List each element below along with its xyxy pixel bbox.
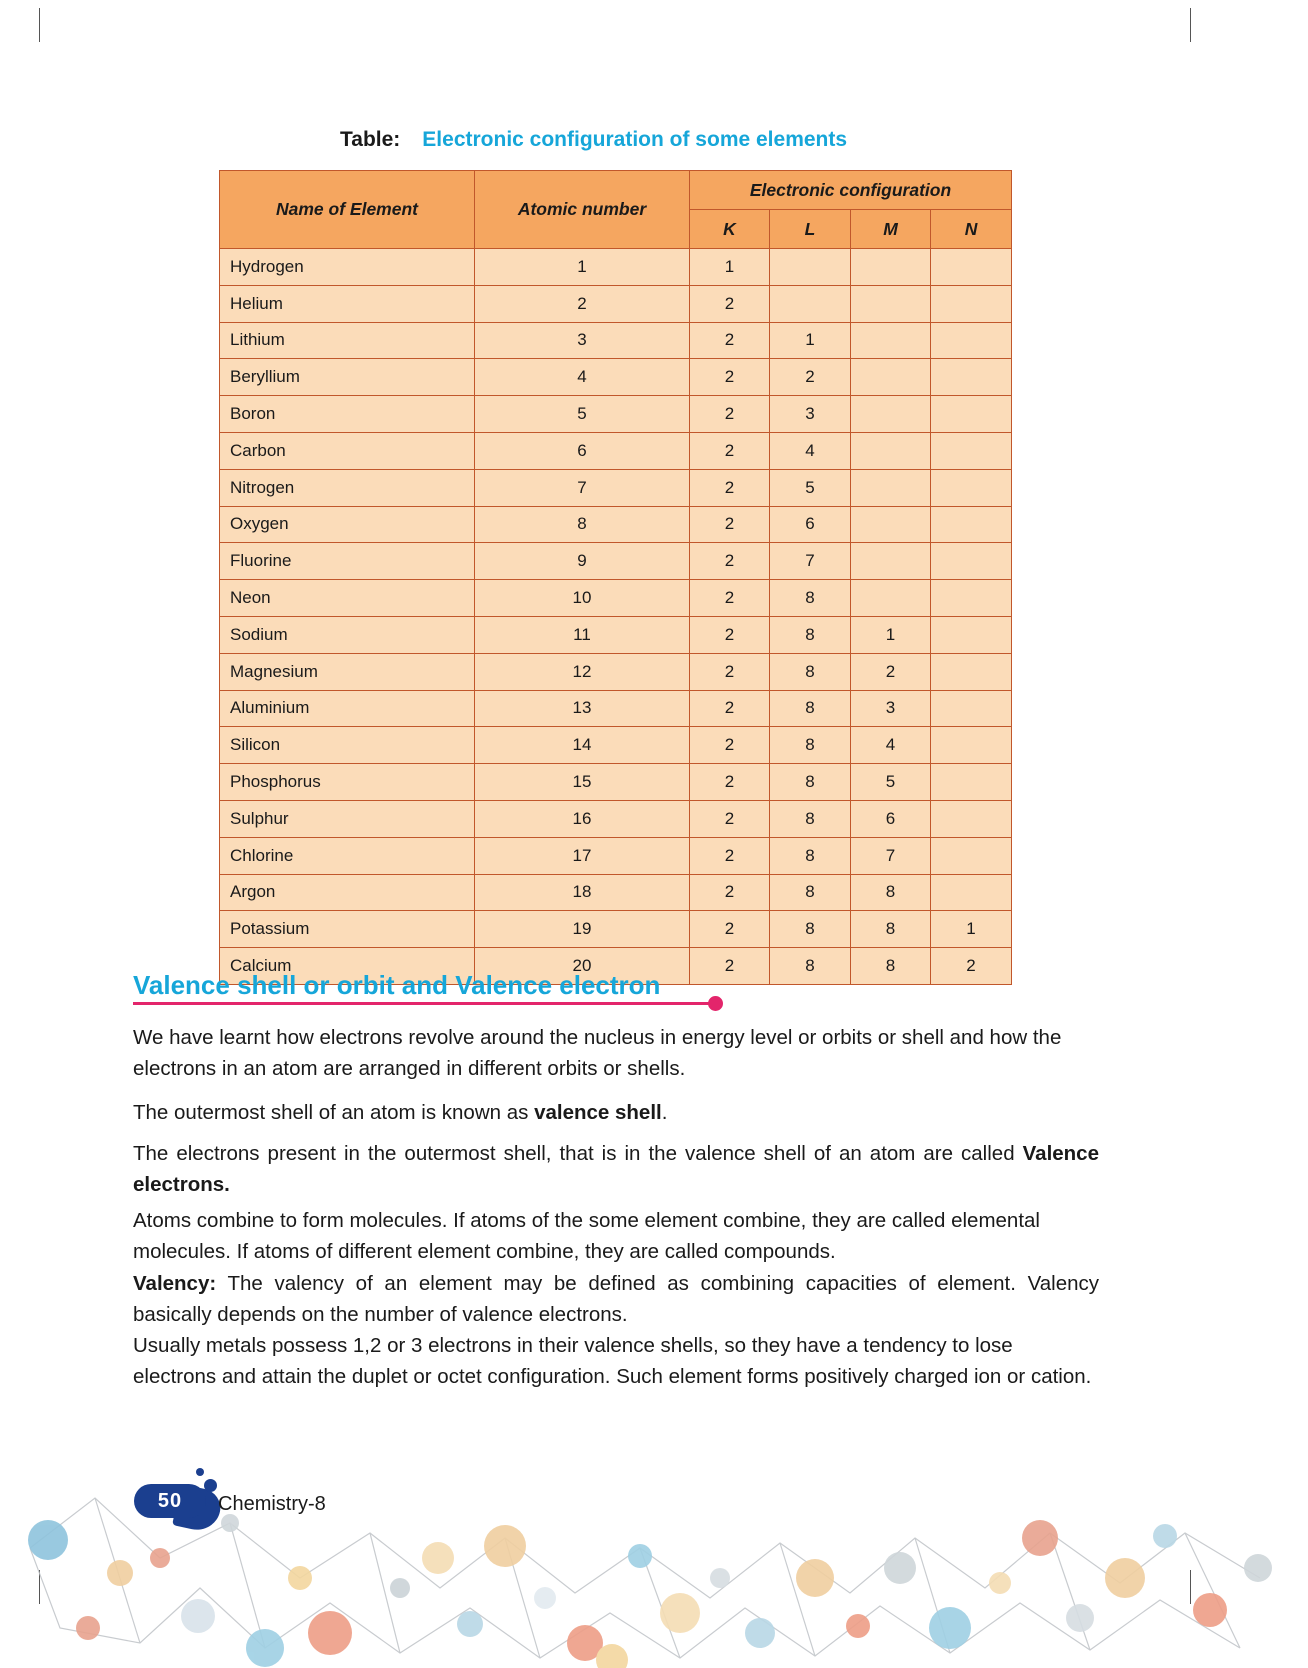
p3-text-before: The electrons present in the outermost shell, that is in the valence shell of an atom are called — [133, 1142, 1023, 1165]
table-row — [220, 469, 1012, 506]
table-caption-title: Electronic configuration of some elements — [422, 128, 848, 151]
header-atomic-number: Atomic number — [475, 171, 690, 249]
cell-shell-k: 2 — [690, 322, 770, 359]
cell-shell-l: 6 — [770, 506, 851, 543]
table-row — [220, 285, 1012, 322]
table-row — [220, 690, 1012, 727]
cell-shell-l: 5 — [770, 469, 851, 506]
table-row — [220, 616, 1012, 653]
cell-atomic-number: 13 — [475, 690, 690, 727]
header-shell-m: M — [851, 210, 931, 249]
heading-underline — [133, 1002, 713, 1005]
cell-shell-l: 4 — [770, 432, 851, 469]
paragraph-valency — [133, 1268, 1099, 1330]
p5-term-bold: Valency: — [133, 1272, 217, 1295]
p3-term-bold: Valence electrons. — [133, 1142, 1099, 1196]
cell-shell-l: 2 — [770, 359, 851, 396]
p5-text-after: The valency of an element may be defined as combining capacities of element. Valency basically depends on the number of valence electrons. — [133, 1272, 1099, 1326]
cell-shell-m — [851, 285, 931, 322]
table-body — [220, 249, 1012, 985]
cell-shell-l: 8 — [770, 616, 851, 653]
footer-decoration — [0, 1428, 1308, 1668]
cell-shell-n — [931, 653, 1012, 690]
cell-shell-n — [931, 396, 1012, 433]
cell-atomic-number: 18 — [475, 874, 690, 911]
cell-shell-k: 2 — [690, 396, 770, 433]
cell-element-name: Sulphur — [220, 800, 475, 837]
cell-shell-m — [851, 396, 931, 433]
header-shell-n: N — [931, 210, 1012, 249]
table-head — [220, 171, 1012, 249]
cell-atomic-number: 1 — [475, 249, 690, 286]
cell-shell-n — [931, 506, 1012, 543]
cell-shell-n — [931, 800, 1012, 837]
cell-shell-l: 8 — [770, 874, 851, 911]
cell-shell-m — [851, 249, 931, 286]
cell-shell-n — [931, 874, 1012, 911]
heading-bullet-dot — [708, 996, 723, 1011]
paragraph-metals: Usually metals possess 1,2 or 3 electrons in their valence shells, so they have a tendency to lose electrons and attain the duplet or octet configuration. Such element forms positively charged ion or cation. — [133, 1334, 1092, 1388]
cell-element-name: Beryllium — [220, 359, 475, 396]
cell-shell-k: 2 — [690, 616, 770, 653]
cell-element-name: Silicon — [220, 727, 475, 764]
table-row — [220, 543, 1012, 580]
cell-atomic-number: 8 — [475, 506, 690, 543]
header-shell-k: K — [690, 210, 770, 249]
cell-shell-k: 1 — [690, 249, 770, 286]
cell-shell-m: 8 — [851, 874, 931, 911]
cell-shell-n — [931, 359, 1012, 396]
cell-element-name: Sodium — [220, 616, 475, 653]
cell-shell-n — [931, 285, 1012, 322]
cell-shell-l: 8 — [770, 911, 851, 948]
cell-shell-m: 1 — [851, 616, 931, 653]
cell-element-name: Hydrogen — [220, 249, 475, 286]
cell-shell-m: 2 — [851, 653, 931, 690]
cell-shell-k: 2 — [690, 469, 770, 506]
cell-shell-l: 8 — [770, 764, 851, 801]
section-heading: Valence shell or orbit and Valence electron — [133, 970, 661, 1000]
page-badge-dot-large — [204, 1479, 217, 1492]
header-shell-l: L — [770, 210, 851, 249]
cell-shell-k: 2 — [690, 506, 770, 543]
cell-shell-l: 3 — [770, 396, 851, 433]
table-row — [220, 727, 1012, 764]
cell-shell-m: 4 — [851, 727, 931, 764]
cell-shell-m: 5 — [851, 764, 931, 801]
cell-shell-k: 2 — [690, 653, 770, 690]
cell-element-name: Helium — [220, 285, 475, 322]
cell-atomic-number: 10 — [475, 580, 690, 617]
cell-shell-k: 2 — [690, 764, 770, 801]
cell-element-name: Lithium — [220, 322, 475, 359]
cell-shell-l: 7 — [770, 543, 851, 580]
cell-atomic-number: 7 — [475, 469, 690, 506]
cell-shell-l: 8 — [770, 948, 851, 985]
cell-shell-m — [851, 322, 931, 359]
cell-element-name: Oxygen — [220, 506, 475, 543]
cell-shell-k: 2 — [690, 690, 770, 727]
page-number-badge — [134, 1484, 206, 1518]
cell-shell-k: 2 — [690, 359, 770, 396]
cell-shell-m — [851, 432, 931, 469]
cell-shell-m — [851, 359, 931, 396]
cell-element-name: Neon — [220, 580, 475, 617]
cell-shell-m: 8 — [851, 948, 931, 985]
cell-shell-l: 8 — [770, 653, 851, 690]
table-row — [220, 580, 1012, 617]
cell-atomic-number: 2 — [475, 285, 690, 322]
cell-shell-m: 3 — [851, 690, 931, 727]
cell-shell-l: 1 — [770, 322, 851, 359]
cell-shell-n — [931, 690, 1012, 727]
cell-element-name: Chlorine — [220, 837, 475, 874]
table-row — [220, 396, 1012, 433]
p2-text-after: . — [661, 1101, 668, 1124]
page-badge-dot-small — [196, 1468, 204, 1476]
cell-atomic-number: 17 — [475, 837, 690, 874]
cell-shell-n — [931, 837, 1012, 874]
table-row — [220, 432, 1012, 469]
cell-element-name: Nitrogen — [220, 469, 475, 506]
subject-label: Chemistry-8 — [218, 1493, 326, 1515]
cell-shell-l: 8 — [770, 727, 851, 764]
cell-shell-l — [770, 285, 851, 322]
cell-shell-n — [931, 616, 1012, 653]
table-row — [220, 911, 1012, 948]
cell-atomic-number: 12 — [475, 653, 690, 690]
cell-element-name: Magnesium — [220, 653, 475, 690]
cell-shell-n — [931, 580, 1012, 617]
cell-shell-k: 2 — [690, 543, 770, 580]
cell-shell-n — [931, 764, 1012, 801]
cell-atomic-number: 19 — [475, 911, 690, 948]
table-row — [220, 249, 1012, 286]
cell-shell-k: 2 — [690, 911, 770, 948]
table-row — [220, 874, 1012, 911]
paragraph-valence-electrons — [133, 1138, 1099, 1200]
cell-shell-m — [851, 580, 931, 617]
cell-shell-l: 8 — [770, 690, 851, 727]
cell-atomic-number: 4 — [475, 359, 690, 396]
cell-shell-n — [931, 432, 1012, 469]
p2-term-bold: valence shell — [534, 1101, 662, 1124]
cell-atomic-number: 3 — [475, 322, 690, 359]
cell-atomic-number: 14 — [475, 727, 690, 764]
table-caption-label: Table: — [340, 128, 401, 151]
paragraph-intro: We have learnt how electrons revolve around the nucleus in energy level or orbits or shell and how the electrons in an atom are arranged in different orbits or shells. — [133, 1026, 1062, 1080]
cell-shell-n — [931, 727, 1012, 764]
cell-atomic-number: 6 — [475, 432, 690, 469]
cell-element-name: Potassium — [220, 911, 475, 948]
table-row — [220, 506, 1012, 543]
cell-atomic-number: 11 — [475, 616, 690, 653]
table-row — [220, 764, 1012, 801]
table-header-row-1 — [220, 171, 1012, 210]
table-row — [220, 800, 1012, 837]
cell-shell-m — [851, 469, 931, 506]
cell-shell-n: 1 — [931, 911, 1012, 948]
cell-element-name: Calcium — [220, 948, 475, 985]
table-row — [220, 837, 1012, 874]
cell-element-name: Aluminium — [220, 690, 475, 727]
paragraph-molecules: Atoms combine to form molecules. If atoms of the some element combine, they are called elemental molecules. If atoms of different element combine, they are called compounds. — [133, 1209, 1040, 1263]
cell-atomic-number: 5 — [475, 396, 690, 433]
cell-shell-n — [931, 249, 1012, 286]
table-row — [220, 359, 1012, 396]
table-row — [220, 322, 1012, 359]
cell-shell-l: 8 — [770, 837, 851, 874]
cell-shell-k: 2 — [690, 285, 770, 322]
cell-shell-l: 8 — [770, 800, 851, 837]
cell-shell-n — [931, 543, 1012, 580]
cell-atomic-number: 16 — [475, 800, 690, 837]
cell-shell-k: 2 — [690, 432, 770, 469]
cell-shell-k: 2 — [690, 800, 770, 837]
table-row — [220, 653, 1012, 690]
p2-text-before: The outermost shell of an atom is known as — [133, 1101, 535, 1124]
table-caption — [340, 128, 847, 152]
cell-atomic-number: 15 — [475, 764, 690, 801]
cell-shell-l: 8 — [770, 580, 851, 617]
cell-shell-l — [770, 249, 851, 286]
molecule-pattern-graphic — [0, 1428, 1308, 1668]
cell-shell-k: 2 — [690, 580, 770, 617]
header-name-of-element: Name of Element — [220, 171, 475, 249]
cell-shell-k: 2 — [690, 948, 770, 985]
cell-shell-m — [851, 543, 931, 580]
cell-element-name: Argon — [220, 874, 475, 911]
paragraph-valence-shell — [133, 1097, 1099, 1128]
cell-shell-m: 7 — [851, 837, 931, 874]
cell-element-name: Fluorine — [220, 543, 475, 580]
cell-element-name: Carbon — [220, 432, 475, 469]
cell-atomic-number: 20 — [475, 948, 690, 985]
header-electronic-configuration: Electronic configuration — [690, 171, 1012, 210]
cell-element-name: Phosphorus — [220, 764, 475, 801]
cell-shell-k: 2 — [690, 727, 770, 764]
cell-element-name: Boron — [220, 396, 475, 433]
cell-shell-n — [931, 322, 1012, 359]
cell-shell-m — [851, 506, 931, 543]
electronic-configuration-table — [219, 170, 1012, 985]
cell-shell-m: 6 — [851, 800, 931, 837]
cell-shell-m: 8 — [851, 911, 931, 948]
cell-atomic-number: 9 — [475, 543, 690, 580]
cell-shell-n: 2 — [931, 948, 1012, 985]
cell-shell-k: 2 — [690, 874, 770, 911]
page-number: 50 — [157, 1489, 183, 1512]
cell-shell-k: 2 — [690, 837, 770, 874]
cell-shell-n — [931, 469, 1012, 506]
